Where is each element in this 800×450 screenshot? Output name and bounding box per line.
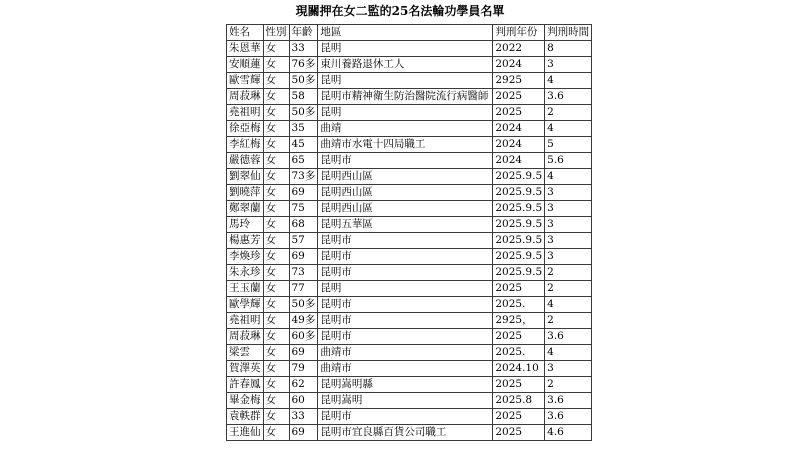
- cell-sentence-length: 3: [545, 361, 592, 377]
- table-row: [227, 185, 592, 201]
- cell-age: 69: [289, 345, 318, 361]
- cell-sex: 女: [263, 121, 289, 137]
- cell-sentence-year: 2025.9.5: [493, 249, 545, 265]
- cell-sentence-length: 3: [545, 185, 592, 201]
- table-row: [227, 329, 592, 345]
- cell-region: 曲靖市水電十四局職工: [318, 137, 493, 153]
- table-row: [227, 41, 592, 57]
- cell-sentence-year: 2024: [493, 153, 545, 169]
- table-row: [227, 57, 592, 73]
- cell-sex: 女: [263, 361, 289, 377]
- cell-name: 梁雲: [227, 345, 264, 361]
- cell-sex: 女: [263, 281, 289, 297]
- cell-sentence-length: 3: [545, 57, 592, 73]
- cell-region: 昆明市宜良縣百貨公司職工: [318, 425, 493, 441]
- column-header-age: 年齡: [289, 25, 318, 41]
- cell-name: 堯祖明: [227, 105, 264, 121]
- cell-age: 68: [289, 217, 318, 233]
- table-row: [227, 425, 592, 441]
- table-row: [227, 265, 592, 281]
- cell-region: 昆明市: [318, 249, 493, 265]
- cell-sex: 女: [263, 313, 289, 329]
- column-header-sex: 性別: [263, 25, 289, 41]
- table-row: [227, 121, 592, 137]
- cell-sentence-year: 2925，: [493, 313, 545, 329]
- cell-sentence-length: 4: [545, 73, 592, 89]
- cell-sentence-length: 3.6: [545, 393, 592, 409]
- cell-name: 徐亞梅: [227, 121, 264, 137]
- cell-age: 69: [289, 425, 318, 441]
- table-row: [227, 409, 592, 425]
- cell-sentence-length: 4: [545, 169, 592, 185]
- cell-name: 劉曉萍: [227, 185, 264, 201]
- cell-sentence-year: 2025.9.5: [493, 265, 545, 281]
- cell-region: 昆明市精神衛生防治醫院流行病醫師: [318, 89, 493, 105]
- cell-sex: 女: [263, 297, 289, 313]
- cell-region: 昆明: [318, 281, 493, 297]
- cell-region: 曲靖市: [318, 345, 493, 361]
- cell-name: 楊惠芳: [227, 233, 264, 249]
- cell-age: 35: [289, 121, 318, 137]
- table-header-row: [227, 25, 592, 41]
- cell-sentence-year: 2025.: [493, 345, 545, 361]
- cell-sex: 女: [263, 409, 289, 425]
- cell-sex: 女: [263, 153, 289, 169]
- cell-name: 歐學輝: [227, 297, 264, 313]
- cell-sentence-year: 2024: [493, 137, 545, 153]
- table-row: [227, 89, 592, 105]
- cell-sentence-year: 2025.9.5: [493, 217, 545, 233]
- cell-sex: 女: [263, 425, 289, 441]
- cell-name: 畢金梅: [227, 393, 264, 409]
- cell-name: 周菽琳: [227, 329, 264, 345]
- cell-name: 周菽琳: [227, 89, 264, 105]
- prisoner-roster-table: [226, 24, 592, 441]
- cell-name: 馬玲: [227, 217, 264, 233]
- cell-age: 75: [289, 201, 318, 217]
- cell-name: 鄭翠蘭: [227, 201, 264, 217]
- table-row: [227, 249, 592, 265]
- cell-age: 33: [289, 409, 318, 425]
- cell-age: 69: [289, 185, 318, 201]
- cell-name: 李煥珍: [227, 249, 264, 265]
- cell-name: 許春鳳: [227, 377, 264, 393]
- cell-sentence-year: 2025: [493, 329, 545, 345]
- cell-age: 73: [289, 265, 318, 281]
- cell-sentence-year: 2025.9.5: [493, 185, 545, 201]
- cell-name: 王玉蘭: [227, 281, 264, 297]
- cell-sex: 女: [263, 377, 289, 393]
- cell-sex: 女: [263, 393, 289, 409]
- cell-sex: 女: [263, 185, 289, 201]
- cell-sentence-length: 4.6: [545, 425, 592, 441]
- cell-sentence-year: 2025: [493, 105, 545, 121]
- cell-sentence-length: 3.6: [545, 89, 592, 105]
- cell-sentence-length: 3: [545, 249, 592, 265]
- cell-age: 50多: [289, 73, 318, 89]
- cell-name: 歐雪輝: [227, 73, 264, 89]
- cell-age: 50多: [289, 105, 318, 121]
- cell-region: 昆明市: [318, 233, 493, 249]
- cell-age: 45: [289, 137, 318, 153]
- cell-sex: 女: [263, 137, 289, 153]
- cell-sentence-length: 3: [545, 201, 592, 217]
- cell-sentence-year: 2925: [493, 73, 545, 89]
- table-row: [227, 313, 592, 329]
- cell-sex: 女: [263, 345, 289, 361]
- cell-sex: 女: [263, 41, 289, 57]
- cell-sex: 女: [263, 201, 289, 217]
- cell-age: 60多: [289, 329, 318, 345]
- cell-sentence-year: 2025.9.5: [493, 201, 545, 217]
- column-header-region: 地區: [318, 25, 493, 41]
- cell-sentence-length: 5: [545, 137, 592, 153]
- cell-sentence-year: 2025.: [493, 297, 545, 313]
- cell-sentence-year: 2024.10: [493, 361, 545, 377]
- cell-age: 76多: [289, 57, 318, 73]
- table-row: [227, 73, 592, 89]
- cell-sex: 女: [263, 265, 289, 281]
- table-row: [227, 393, 592, 409]
- cell-sex: 女: [263, 233, 289, 249]
- cell-name: 王進仙: [227, 425, 264, 441]
- cell-age: 58: [289, 89, 318, 105]
- cell-region: 昆明嵩明縣: [318, 377, 493, 393]
- cell-sentence-year: 2025: [493, 409, 545, 425]
- table-row: [227, 201, 592, 217]
- cell-sex: 女: [263, 105, 289, 121]
- cell-sentence-year: 2024: [493, 121, 545, 137]
- cell-sentence-year: 2022: [493, 41, 545, 57]
- cell-age: 69: [289, 249, 318, 265]
- cell-sentence-year: 2025.9.5: [493, 169, 545, 185]
- cell-sentence-length: 3.6: [545, 329, 592, 345]
- cell-age: 79: [289, 361, 318, 377]
- cell-sentence-length: 5.6: [545, 153, 592, 169]
- cell-region: 昆明市: [318, 329, 493, 345]
- cell-name: 安順蓮: [227, 57, 264, 73]
- cell-sentence-year: 2025: [493, 377, 545, 393]
- table-row: [227, 233, 592, 249]
- cell-region: 昆明市: [318, 265, 493, 281]
- document-title: 現關押在女二監的25名法輪功學員名單: [295, 4, 505, 18]
- cell-name: 劉翠仙: [227, 169, 264, 185]
- cell-region: 昆明西山區: [318, 185, 493, 201]
- cell-sentence-length: 2: [545, 377, 592, 393]
- cell-sex: 女: [263, 73, 289, 89]
- cell-age: 62: [289, 377, 318, 393]
- cell-age: 33: [289, 41, 318, 57]
- cell-sentence-length: 3: [545, 217, 592, 233]
- cell-region: 昆明嵩明: [318, 393, 493, 409]
- cell-region: 昆明市: [318, 153, 493, 169]
- table-row: [227, 361, 592, 377]
- cell-region: 昆明五華區: [318, 217, 493, 233]
- cell-region: 昆明市: [318, 297, 493, 313]
- cell-sentence-year: 2025: [493, 89, 545, 105]
- cell-region: 昆明市: [318, 313, 493, 329]
- cell-name: 嚴德蓉: [227, 153, 264, 169]
- cell-age: 57: [289, 233, 318, 249]
- cell-region: 昆明市: [318, 409, 493, 425]
- table-row: [227, 281, 592, 297]
- cell-name: 朱永珍: [227, 265, 264, 281]
- table-row: [227, 377, 592, 393]
- cell-name: 朱恩華: [227, 41, 264, 57]
- cell-region: 曲靖市: [318, 361, 493, 377]
- cell-region: 昆明: [318, 105, 493, 121]
- cell-sentence-year: 2024: [493, 57, 545, 73]
- cell-sentence-year: 2025.9.5: [493, 233, 545, 249]
- cell-name: 賀澤英: [227, 361, 264, 377]
- cell-sentence-length: 2: [545, 313, 592, 329]
- table-row: [227, 169, 592, 185]
- cell-age: 73多: [289, 169, 318, 185]
- cell-region: 昆明: [318, 73, 493, 89]
- cell-sex: 女: [263, 217, 289, 233]
- table-row: [227, 105, 592, 121]
- cell-sentence-length: 2: [545, 105, 592, 121]
- cell-sentence-length: 4: [545, 345, 592, 361]
- cell-sex: 女: [263, 57, 289, 73]
- cell-region: 曲靖: [318, 121, 493, 137]
- cell-name: 李紅梅: [227, 137, 264, 153]
- cell-sentence-length: 3: [545, 233, 592, 249]
- cell-sex: 女: [263, 249, 289, 265]
- cell-region: 昆明: [318, 41, 493, 57]
- cell-region: 昆明西山區: [318, 201, 493, 217]
- table-row: [227, 297, 592, 313]
- cell-region: 東川養路退休工人: [318, 57, 493, 73]
- cell-sentence-length: 8: [545, 41, 592, 57]
- cell-name: 堯祖明: [227, 313, 264, 329]
- column-header-sentence-length: 判刑時間: [545, 25, 592, 41]
- cell-sex: 女: [263, 89, 289, 105]
- cell-region: 昆明西山區: [318, 169, 493, 185]
- cell-sentence-length: 2: [545, 265, 592, 281]
- cell-sentence-length: 3.6: [545, 409, 592, 425]
- cell-sex: 女: [263, 329, 289, 345]
- table-row: [227, 137, 592, 153]
- cell-name: 袁軼群: [227, 409, 264, 425]
- cell-sex: 女: [263, 169, 289, 185]
- cell-age: 60: [289, 393, 318, 409]
- cell-age: 49多: [289, 313, 318, 329]
- cell-sentence-year: 2025.8: [493, 393, 545, 409]
- cell-sentence-length: 4: [545, 297, 592, 313]
- table-row: [227, 345, 592, 361]
- cell-age: 65: [289, 153, 318, 169]
- cell-sentence-year: 2025: [493, 281, 545, 297]
- column-header-sentence-year: 判刑年份: [493, 25, 545, 41]
- cell-age: 77: [289, 281, 318, 297]
- table-row: [227, 153, 592, 169]
- cell-age: 50多: [289, 297, 318, 313]
- column-header-name: 姓名: [227, 25, 264, 41]
- table-row: [227, 217, 592, 233]
- cell-sentence-year: 2025: [493, 425, 545, 441]
- cell-sentence-length: 4: [545, 121, 592, 137]
- cell-sentence-length: 2: [545, 281, 592, 297]
